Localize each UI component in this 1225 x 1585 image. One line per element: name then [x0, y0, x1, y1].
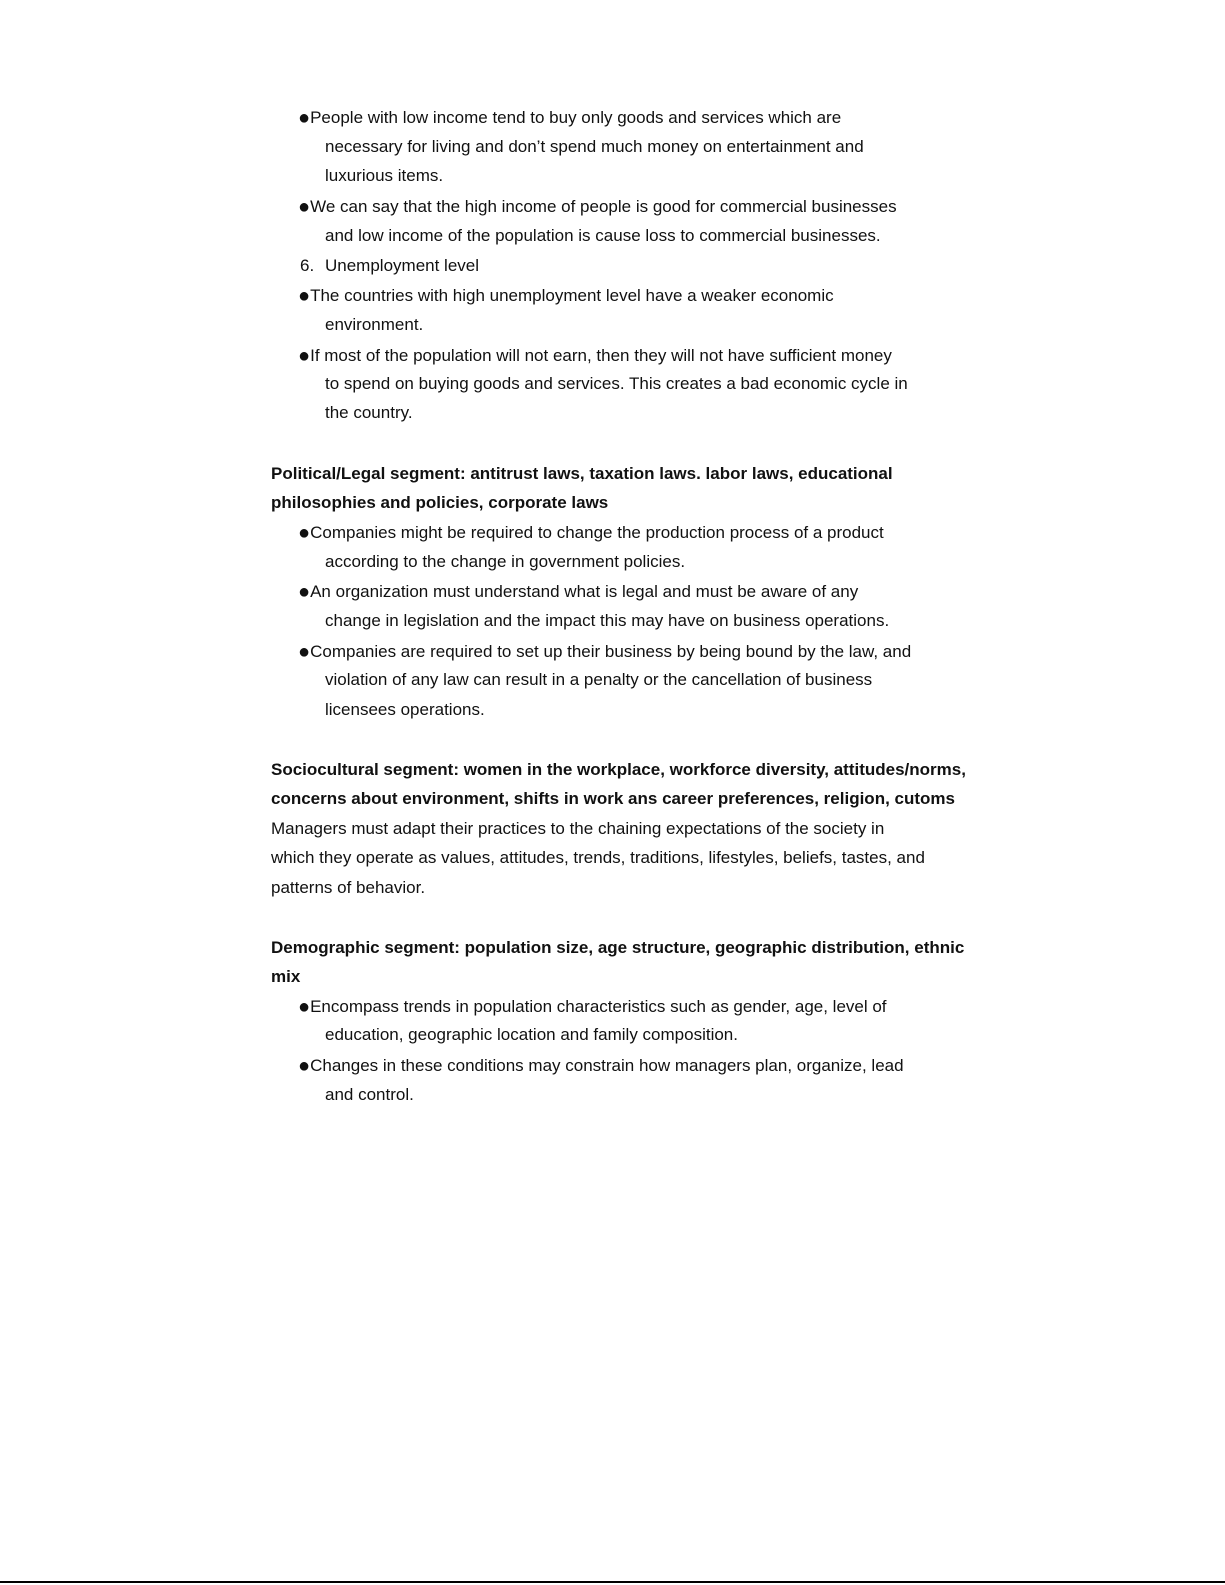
bullet-trends-cont: education, geographic location and family composition.	[325, 1025, 738, 1044]
bullet-dot-icon: ●	[298, 581, 311, 603]
demographic-heading: Demographic segment: population size, age structure, geographic distribution, ethnic	[271, 938, 965, 957]
bullet-legal: ●An organization must understand what is legal and must be aware of any	[298, 581, 859, 603]
sociocultural-heading-cont: concerns about environment, shifts in work ans career preferences, religion, cutoms	[271, 789, 955, 808]
bullet-changes: ●Changes in these conditions may constrain how managers plan, organize, lead	[298, 1055, 904, 1077]
bullet-earn-cont: the country.	[325, 403, 413, 422]
bullet-earn: ●If most of the population will not earn, then they will not have sufficient money	[298, 345, 892, 367]
page-bottom-rule	[0, 1581, 1225, 1583]
bullet-legal-cont: change in legislation and the impact this may have on business operations.	[325, 611, 890, 630]
bullet-dot-icon: ●	[298, 285, 311, 307]
bullet-dot-icon: ●	[298, 345, 311, 367]
bullet-change-process-cont: according to the change in government policies.	[325, 552, 686, 571]
bullet-dot-icon: ●	[298, 1055, 311, 1077]
bullet-dot-icon: ●	[298, 107, 311, 129]
sociocultural-heading: Sociocultural segment: women in the workplace, workforce diversity, attitudes/norms,	[271, 760, 966, 779]
numbered-item-6-label: Unemployment level	[325, 256, 480, 275]
bullet-change-process: ●Companies might be required to change the production process of a product	[298, 522, 884, 544]
sociocultural-paragraph-cont: patterns of behavior.	[271, 878, 426, 897]
bullet-bound-cont: licensees operations.	[325, 700, 485, 719]
political-heading: Political/Legal segment: antitrust laws, taxation laws. labor laws, educational	[271, 464, 893, 483]
bullet-earn-cont: to spend on buying goods and services. This creates a bad economic cycle in	[325, 374, 908, 393]
sociocultural-paragraph: Managers must adapt their practices to the chaining expectations of the society in	[271, 819, 885, 838]
bullet-high-income: ●We can say that the high income of people is good for commercial businesses	[298, 196, 897, 218]
bullet-unemployment: ●The countries with high unemployment level have a weaker economic	[298, 285, 834, 307]
demographic-heading-cont: mix	[271, 967, 301, 986]
bullet-dot-icon: ●	[298, 996, 311, 1018]
political-heading-cont: philosophies and policies, corporate laws	[271, 493, 609, 512]
bullet-changes-cont: and control.	[325, 1085, 414, 1104]
bullet-low-income-cont: necessary for living and don’t spend much money on entertainment and	[325, 137, 864, 156]
bullet-unemployment-cont: environment.	[325, 315, 424, 334]
numbered-item-6: 6.	[300, 256, 315, 275]
bullet-trends: ●Encompass trends in population characteristics such as gender, age, level of	[298, 996, 887, 1018]
bullet-low-income-cont: luxurious items.	[325, 166, 444, 185]
bullet-dot-icon: ●	[298, 522, 311, 544]
bullet-dot-icon: ●	[298, 196, 311, 218]
bullet-high-income-cont: and low income of the population is cause loss to commercial businesses.	[325, 226, 881, 245]
bullet-dot-icon: ●	[298, 641, 311, 663]
bullet-bound-cont: violation of any law can result in a penalty or the cancellation of business	[325, 670, 873, 689]
bullet-bound: ●Companies are required to set up their business by being bound by the law, and	[298, 641, 912, 663]
sociocultural-paragraph-cont: which they operate as values, attitudes, trends, traditions, lifestyles, beliefs, tastes, and	[271, 848, 925, 867]
bullet-low-income: ●People with low income tend to buy only goods and services which are	[298, 107, 842, 129]
